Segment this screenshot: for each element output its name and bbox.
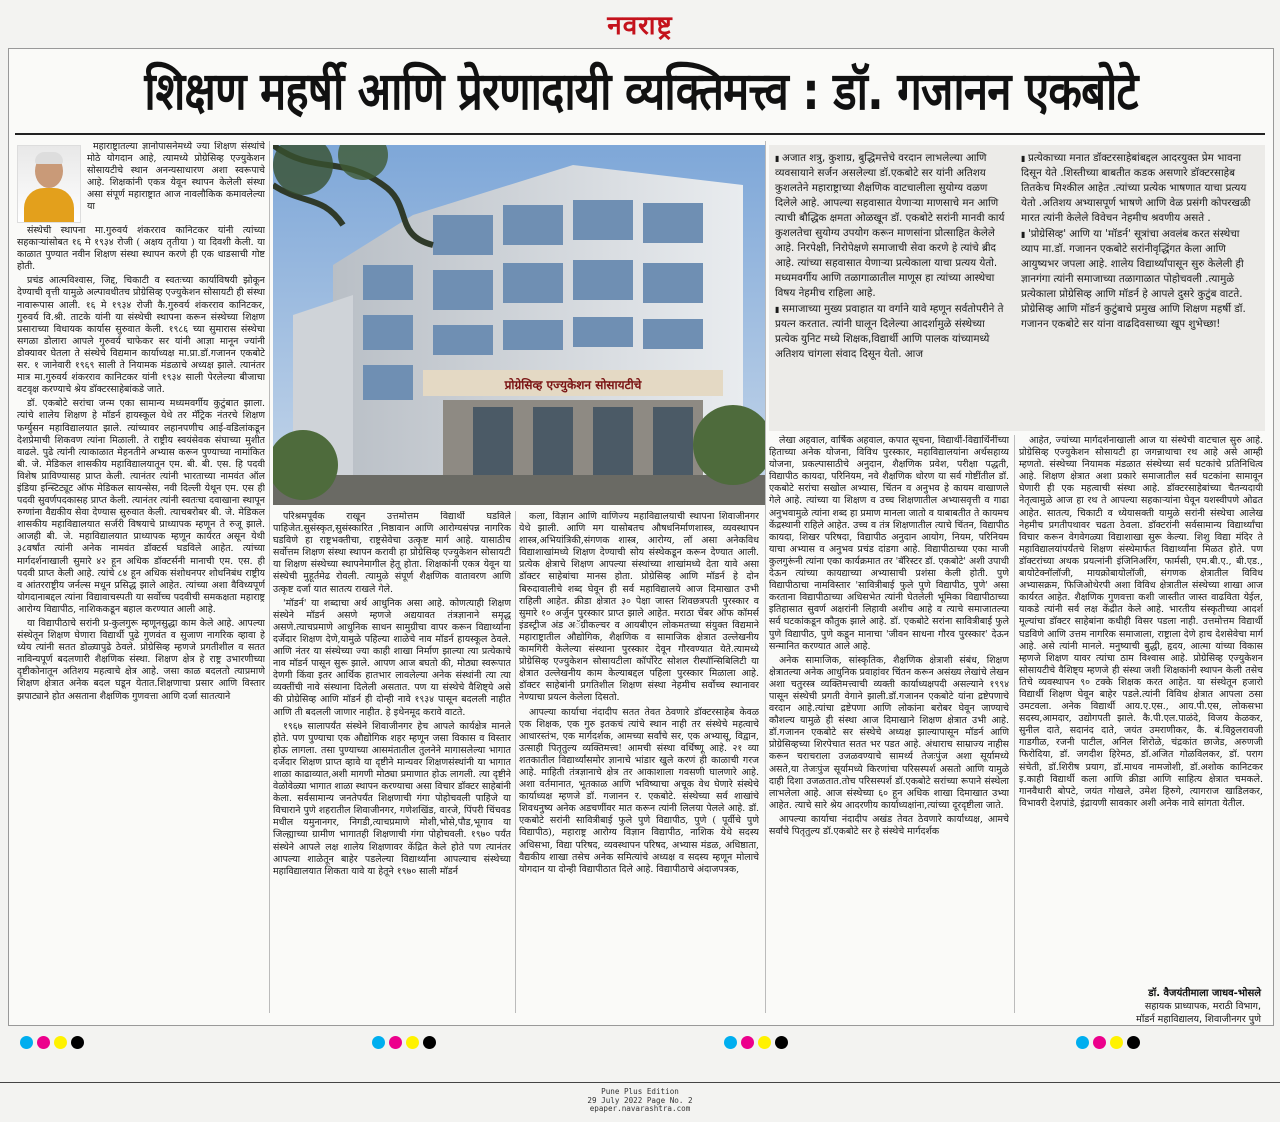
paragraph: महाराष्ट्रातल्या ज्ञानोपासनेमध्ये ज्या शिक्षण संस्थांचे मोठे योगदान आहे, त्यामध्ये प्रोग्रेसिव्ह एज्युकेशन सोसायटीचे स्थान अनन्यसाधारण अशा स्वरूपाचे आहे. शिक्षकांनी एकत्र येवून स्थापन केलेली संस्था असा संपूर्ण महाराष्ट्रात आज नावलौकिक कमावलेल्या या	[87, 141, 265, 213]
footer-edition: Pune Plus Edition	[601, 1087, 679, 1096]
highlight-column-2	[1021, 151, 1259, 425]
footer-date-page: 29 July 2022 Page No. 2	[587, 1095, 693, 1105]
paragraph: 'मॉडर्न' या शब्दाचा अर्थ आधुनिक असा आहे. कोणत्याही शिक्षण संस्थेने मॉडर्न असणे म्हणजे अद्ययावत तंत्रज्ञानाने समृद्ध असणे.त्याचप्रमाणे आधुनिक साधन सामुग्रीचा वापर करून विद्यार्थ्यांना दर्जेदार शिक्षण देणे,यामुळे पहिल्या शाळेचे नाव मॉडर्न हायस्कूल ठेवले. आणि नंतर या संस्थेच्या ज्या काही शाखा निर्माण झाल्या त्या प्रत्येकाचे नाव मॉडर्न पासून सुरू झाले. आपण आज बघतो की, मोठ्या स्वरूपात देणगी किंवा इतर आर्थिक हातभार लावलेल्या अनेक संस्थांनी त्या त्या व्यक्तींची नावे संस्थाना दिलेली असतात. पण या संस्थेचे वैशिष्ट्ये असे की प्रोग्रेसिव्ह आणि मॉडर्न ही दोन्ही नावे १९३४ पासून बदलली नाहीत आणि ती बदलली जाणार नाहीत. हे इथेनमूद करावे वाटते.	[273, 597, 511, 718]
column-divider	[269, 141, 270, 1013]
registration-marks	[724, 1036, 788, 1050]
highlight-paragraph: ▮ 'प्रोग्रेसिव्ह' आणि या 'मॉडर्न' सूत्रांचा अवलंब करत संस्थेचा व्याप मा.डॉ. गजानन एकबोटे सरांनीवृद्धिंगत केला आणि आयुष्यभर जपला आहे. शालेय विद्यार्थ्यांपासून सुरु केलेली ही ज्ञानगंगा त्यांनी समाजाच्या तळागाळात पोहोचवली .त्यामुळे प्रत्येकाला प्रोग्रेसिव्ह आणि मॉडर्न हे आपले दुसरे कुटुंब वाटते. प्रोग्रेसिव्ह आणि मॉडर्न कुटुंबाचे प्रमुख आणि शिक्षण महर्षी डॉ. गजानन एकबोटे सर यांना वाढदिवसाच्या खूप शुभेच्छा!	[1021, 227, 1259, 332]
column-divider	[1014, 435, 1015, 1013]
column-divider	[515, 511, 516, 1013]
newspaper-page	[8, 48, 1274, 1026]
column-divider	[765, 141, 766, 1013]
headline: शिक्षण महर्षी आणि प्रेरणादायी व्यक्तिमत्त्व : डॉ. गजानन एकबोटे	[144, 62, 1138, 122]
footer	[0, 1088, 1280, 1114]
paragraph: १९६७ सालापर्यंत संस्थेने शिवाजीनगर हेच आपले कार्यक्षेत्र मानले होते. पण पुण्याचा एक औद्योगिक शहर म्हणून जसा विकास व विस्तार होऊ लागला. तसा पुण्याच्या आसमंतातील तुलनेने मागासलेल्या भागात दर्जेदार शिक्षण प्राप्त व्हावे या दृष्टीने मान्यवर शिक्षणसंस्थांनी या भागात शाळा काढाव्यात,अशी मागणी मोठ्या प्रमाणात होऊ लागली. त्या दृष्टीने वेळोवेळ्या भागात शाळा स्थापन करण्याचा असा विचार डॉक्टर साहेबांनी केला. सर्वसामान्य जनतेपर्यंत शिक्षणाची गंगा पोहोचवली पाहिजे या विचाराने पुणे शहरातील शिवाजीनगर, गणेशखिंड, वारजे, पिंपरी चिंचवड मधील यमुनानगर, निगडी,त्याचप्रमाणे मोशी,भोसे,पौड,भूगाव या जिल्ह्याच्या ग्रामीण भागातही शिक्षणाची गंगा पोहोचवली. १९७० पर्यंत संस्थेने आपले लक्ष शालेय शिक्षणावर केंद्रित केले होते पण त्यानंतर आपल्या शाळेतून बाहेर पडलेल्या विद्यार्थ्यांना आपल्याच संस्थेच्या महाविद्यालयात शिकता यावे या हेतूने १९७० साली मॉडर्न	[273, 720, 511, 877]
highlight-box	[769, 145, 1265, 431]
building-illustration	[273, 145, 765, 505]
building-photo	[273, 145, 765, 505]
author-institution: मॉडर्न महाविद्यालय, शिवाजीनगर पुणे	[1136, 1014, 1261, 1025]
highlight-paragraph: ▮ प्रत्येकाच्या मनात डॉक्टरसाहेबांबद्दल आदरयुक्त प्रेम भावना दिसून येते .शिस्तीच्या बाबतीत कडक असणारे डॉक्टरसाहेब तितकेच मिश्कील आहेत .त्यांच्या प्रत्येक भाषणात याचा प्रत्यय येतो .अतिशय अभ्यासपूर्ण भाषणे आणि वेळ प्रसंगी कोपरखळी मारत त्यांनी केलेले विवेचन नेहमीच श्रवणीय असते .	[1021, 151, 1259, 226]
paragraph: प्रचंड आत्मविश्वास, जिद्द, चिकाटी व स्वतःच्या कार्याविषयी झोकून देण्याची वृत्ती यामुळे अल्पावधीतच प्रोग्रेसिव्ह एज्युकेशन सोसायटी ही संस्था नावारूपास आली. १६ मे १९३४ रोजी कै.गुरुवर्य शंकरराव कानिटकर, गुरुवर्य वि.श्री. ताटके यांनी या संस्थेची स्थापना करून संस्थेच्या शिक्षण प्रसाराच्या विधायक कार्यास सुरुवात केली. १९८६ च्या सुमारास संस्थेचा सगळा डोलारा आपले गुरुवर्य चाफेकर सर यांनी आज्ञा मानून ज्यांनी डोक्यावर घेतला ते संस्थेचे विद्यमान कार्याध्यक्ष मा.प्रा.डॉ.गजानन एकबोटे सर. १ जानेवारी १९६९ साली ते नियामक मंडळाचे अध्यक्ष झाले. त्यानंतर मात्र मा.गुरुवर्य शंकरराव कानिटकर यांनी १९३४ साली पेरलेल्या बीजाचा वटवृक्ष करण्याचे श्रेय डॉक्टरसाहेबांकडे जाते.	[17, 275, 265, 396]
paragraph: आपल्या कार्याचा नंदादीप अखंड तेवत ठेवणारे कार्याध्यक्ष, आमचे सर्वांचे पितृतुल्य डॉ.एकबोटे सर हे संस्थेचे मार्गदर्शक	[769, 813, 1009, 837]
footer-site-link[interactable]: epaper.navarashtra.com	[589, 1104, 691, 1114]
paragraph: संस्थेची स्थापना मा.गुरुवर्य शंकरराव कानिटकर यांनी त्यांच्या सहकाऱ्यांसोबत १६ मे १९३४ रोजी ( अक्षय तृतीया ) या दिवशी केली. या काळात पुण्यात नवीन शिक्षण संस्था स्थापन करणे ही एक धाडसाची गोष्ट होती.	[17, 225, 265, 273]
registration-marks	[1076, 1036, 1140, 1050]
highlight-paragraph: ▮ समाजाच्या मुख्य प्रवाहात या वर्गाने यावे म्हणून सर्वतोपरीने ते प्रयत्न करतात. त्यांनी घालून दिलेल्या आदर्शामुळे संस्थेच्या प्रत्येक युनिट मध्ये शिक्षक,विद्यार्थी आणि पालक यांच्यामध्ये अतिशय चांगला संवाद दिसून येतो. आज	[775, 302, 1009, 362]
registration-marks	[20, 1036, 84, 1050]
column-1-intro	[87, 141, 265, 225]
paragraph: अनेक सामाजिक, सांस्कृतिक, शैक्षणिक क्षेत्राशी संबंध, शिक्षण क्षेत्रातल्या अनेक आधुनिक प्रवाहांवर चिंतन करून असंख्य लेखांचे लेखन अशा चतुरस्त्र व्यक्तिमत्त्वाची व्यक्ती कार्याध्यक्षपदी असल्याने १९९४ पासून संस्थेची प्रगती वेगाने झाली.डॉ.गजानन एकबोटे यांना द्रष्टेपणाचे वरदान आहे.त्यांचा द्रष्टेपणा आणि लोकांना बरोबर घेवून जाण्याचे कौशल्य यामुळे ही संस्था आज दिमाखाने शिक्षण क्षेत्रात उभी आहे. डॉ.गजानन एकबोटे सर संस्थेचे अध्यक्ष झाल्यापासून मॉडर्न आणि प्रोग्रेसिव्हच्या शिरपेचात सतत भर पडत आहे. अंधाराच साम्राज्य नाहीस करून चराचराला उजळवण्याचे सामर्थ्य तेजःपुंज अशा सूर्यामध्ये असते,या तेजःपुंज सूर्यामध्ये किरणांचा परिसस्पर्श असतो आणि यामुळे दाही दिशा उजळतात.तोच परिसस्पर्श डॉ.एकबोटे सरांच्या रूपाने संस्थेला लाभलेला आहे. आज संस्थेच्या ६० हून अधिक शाखा दिमाखात उभ्या आहेत. त्याचे सारे श्रेय आदरणीय कार्याध्यक्षांना,त्यांच्या दूरदृष्टीला जाते.	[769, 654, 1009, 811]
paragraph: लेखा अहवाल, वार्षिक अहवाल, कपात सूचना, विद्यार्थी-विद्यार्थिनींच्या हिताच्या अनेक योजना, विविध पुरस्कार, महाविद्यालयांना अर्थसहाय्य योजना, प्रकल्पासाठीचे अनुदान, शैक्षणिक प्रवेश, परीक्षा पद्धती, विद्यापीठ कायदा, परिनियम, नवे शैक्षणिक धोरण या सर्व गोष्टींतील डॉ. एकबोटे सरांचा सखोल अभ्यास, चिंतन व अनुभव हे कायम वाखाणले गेले आहे. त्यांच्या या शिक्षण व उच्च शिक्षणातील अभ्यासवृत्ती व गाढा अनुभवामुळे त्यांना शब्द हा प्रमाण मानला जातो व याबाबतीत ते कायमच केंद्रस्थानी राहिले आहेत. उच्च व तंत्र शिक्षणातील त्याचे चिंतन, विद्यापीठ कायदा, शिखर परिषदा, विद्यापीठ अनुदान आयोग, नियम, परिनियम याचा अभ्यास व अनुभव प्रचंड दांडगा आहे. विद्यापीठाच्या एका माजी कुलगुरूंनी त्यांना एका कार्यक्रमात तर 'बॅरिस्टर डॉ. एकबोटे' अशी उपाधी देऊन त्यांच्या कायद्याच्या अभ्यासाची प्रशंसा केली होती. पुणे विद्यापीठाचा नामविस्तार 'सावित्रीबाई फुले पुणे विद्यापीठ, पुणे' असा करताना विद्यापीठाच्या अधिसभेत त्यांनी घेतलेली भूमिका विद्यापीठाच्या इतिहासात सुवर्ण अक्षरांनी लिहावी अशीच आहे व त्याचे समाजातल्या सर्व घटकांकडून कौतुक झाले आहे. डॉ. एकबोटे सरांना सावित्रीबाई फुले पुणे विद्यापीठ, पुणे कडून मानाचा 'जीवन साधना गौरव पुरस्कार' देऊन सन्मानित करण्यात आले आहे.	[769, 435, 1009, 652]
column-5	[1019, 435, 1263, 983]
author-photo	[17, 145, 81, 223]
masthead	[0, 0, 1280, 44]
author-designation: सहायक प्राध्यापक, मराठी विभाग,	[1144, 1001, 1261, 1012]
paragraph: परिश्रमपूर्वक राखून उत्तमोत्तम विद्यार्थी घडविले पाहिजेत.सुसंस्कृत,सुसंस्कारित ,निष्ठावान आणि आरोग्यसंपन्न नागरिक घडविणे हा राष्ट्रभक्तीचा, राष्ट्रसेवेचा उत्कृष्ट मार्ग आहे. यासाठीच सर्वोत्तम शिक्षण संस्था स्थापन करावी हा प्रोग्रेसिव्ह एज्युकेशन सोसायटी या शिक्षण संस्थेच्या स्थापनेमागील हेतू होता. शिक्षकांनी एकत्र येवून या संस्थेची मुहूर्तमेढ रोवली. त्यामुळे संपूर्ण शैक्षणिक वातावरण आणि उत्कृष्ट दर्जा यात सातत्य राखले गेले.	[273, 511, 511, 595]
photo-signboard: प्रोग्रेसिव्ह एज्युकेशन सोसायटीचे	[504, 378, 642, 392]
column-4	[769, 435, 1009, 1015]
paragraph: आपल्या कार्याचा नंदादीप सतत तेवत ठेवणारे डॉक्टरसाहेब केवळ एक शिक्षक, एक गुरु इतकचं त्यांचे स्थान नाही तर संस्थेचे महत्वाचे आधारस्तंभ, एक मार्गदर्शक, आमच्या सर्वांचे सर, एक अभ्यासू, विद्वान, उत्साही पितृतुल्य व्यक्तिमत्त्व! आमची संस्था वर्धिष्णू आहे. २१ व्या शतकातील विद्यार्थ्यांसमोर ज्ञानाचे भांडार खुले करणं ही काळाची गरज आहे. माहिती तंत्रज्ञानाचे क्षेत्र तर आकाशाला गवसणी घालणारे आहे. अशा वर्तमानात, भूतकाळ आणि भविष्याचा अचूक वेध घेणारे संस्थेचे कार्याध्यक्ष म्हणजे डॉ. गजानन र. एकबोटे. संस्थेच्या सर्व शाखांचे शिवधनुष्य अनेक अडचणींवर मात करून त्यांनी लिलया पेलले आहे. डॉ. एकबोटे सरांनी सावित्रीबाई फुले पुणे विद्यापीठ, पुणे ( पूर्वीचे पुणे विद्यापीठ), महाराष्ट्र आरोग्य विज्ञान विद्यापीठ, नाशिक येथे सदस्य अधिसभा, विद्या परिषद, व्यवस्थापन परिषद, अभ्यास मंडळ, अधिष्ठाता, वैद्यकीय शाखा तसेच अनेक समित्यांचे अध्यक्ष व सदस्य म्हणून मोलाचे योगदान या दोन्ही विद्यापीठात दिले आहे. विद्यापीठाचे अंदाजपत्रक,	[519, 706, 759, 875]
column-3	[519, 511, 759, 1015]
paragraph: आहेत, ज्यांच्या मार्गदर्शनाखाली आज या संस्थेची वाटचाल सुरु आहे. प्रोग्रेसिव्ह एज्युकेशन सोसायटी हा जगन्नाथाचा रथ आहे असे आम्ही म्हणतो. संस्थेच्या नियामक मंडळात संस्थेच्या सर्व घटकांचे प्रतिनिधित्व आहे. शिक्षण क्षेत्रात अशा प्रकारे समाजातील सर्व घटकांना सामावून घेणारी ही एक महत्वाची संस्था आहे. डॉक्टरसाहेबांच्या चैतन्यदायी नेतृत्वामुळे आज हा रथ ते आपल्या सहकाऱ्यांना घेवून यशस्वीपणे ओढत आहेत. सातत्य, चिकाटी व ध्येयासक्ती यामुळे सरांनी संस्थेचा आलेख नेहमीच प्रगतीपथावर चढता ठेवला. डॉक्टरांनी सर्वसामान्य विद्यार्थ्यांचा विचार करून वेगवेगळ्या विद्याशाखा सुरू केल्या. शिशु विद्या मंदिर ते महाविद्यालयांपर्यंतचे शिक्षण संस्थेमार्फत विद्यार्थ्यांना मिळत होते. पण डॉक्टरांच्या अथक प्रयत्नांनी इंजिनिअरिंग, फार्मसी, एम.बी.ए., बी.एड., बायोटेक्नॉलॉजी, मायक्रोबायोलॉजी, संगणक क्षेत्रातील विविध अभ्यासक्रम, फिजिओथेरपी अशा विविध क्षेत्रातील संस्थेच्या शाखा आज कार्यरत आहेत. शैक्षणिक गुणवत्ता कशी जास्तीत जास्त वाढविता येईल, याकडे त्यांनी सर्व लक्ष केंद्रीत केले आहे. भारतीय संस्कृतीच्या आदर्श मूल्यांचा डॉक्टर साहेबांना कधीही विसर पडला नाही. उत्तमोत्तम विद्यार्थी घडविणे आणि उत्तम नागरिक समाजाला, राष्ट्राला देणे हाच देशसेवेचा मार्ग आहे. असे त्यांनी मानले. मनुष्याची बुद्धी, हृदय, आत्मा यांच्या विकास म्हणजे शिक्षण यावर त्यांचा ठाम विश्वास आहे. प्रोग्रेसिव्ह एज्युकेशन सोसायटीचे वैशिष्ट्य म्हणजे ही संस्था जशी शिक्षकांनी स्थापन केली तसेच तिचे व्यवस्थापन ९० टक्के शिक्षक करत आहेत. या संस्थेतून हजारो विद्यार्थी शिक्षण घेवून बाहेर पडले.त्यांनी विविध क्षेत्रात आपला ठसा उमटवला. अनेक विद्यार्थी आय.ए.एस., आय.पी.एस, लोकसभा सदस्य,आमदार, उद्योगपती झाले. कै.पी.एल.पाळंदे, विजय केळकर, सुनील दाते, सदानंद दाते, जयंत उमराणीकर, कै. बं.विठ्ठलरावजी गाडगीळ, रजनी पाटील, अनिल शिरोळे, चंद्रकांत छाजेड, अरुणजी फिरोदिया, डॉ. जगदीश हिरेमठ, डॉ.अजित गोळविलकर, डॉ. पराग संचेती, डॉ.शिरीष प्रयाग, डॉ.माधव नामजोशी, डॉ.अशोक कानिटकर इ.काही विद्यार्थी कला आणि क्रीडा आणि साहित्य क्षेत्रात चमकले. गानवैधारी बोपटे, जयंत गोखले, उमेश हिरुगे, त्यागराज खाडिलकर, विभावरी देशपांडे, इंद्रायणी सावकार अशी अनेक नावे सांगता येतील.	[1019, 435, 1263, 809]
paragraph: या विद्यापीठाचे सरांनी प्र-कुलगुरू म्हणूनसुद्धा काम केले आहे. आपल्या संस्थेतून शिक्षण घेणारा विद्यार्थी पुढे गुणवंत व सुजाण नागरिक व्हावा हे ध्येय त्यांनी सतत डोळ्यापुढे ठेवले. प्रोग्रेसिव्ह म्हणजे प्रगतीशील व सतत नाविन्यपूर्ण बदलणारी शैक्षणिक संस्था. शिक्षण क्षेत्र हे राष्ट्र उभारणीच्या दृष्टीकोनातून अतिशय महत्वाचे क्षेत्र आहे. जसा काळ बदलतो त्याप्रमाणे शिक्षण क्षेत्रात अनेक बदल घडून येतात.शिक्षणाचा प्रसार आणि विस्तार झपाट्याने होत असताना शैक्षणिक गुणवत्ता आणि दर्जा सातत्याने	[17, 618, 265, 702]
author-signature	[1019, 987, 1261, 1026]
paragraph: डॉ. एकबोटे सरांचा जन्म एका सामान्य मध्यमवर्गीय कुटुंबात झाला. त्यांचे शालेय शिक्षण हे मॉडर्न हायस्कूल येथे तर मॅट्रिक नंतरचे शिक्षण फर्ग्युसन महाविद्यालयात झाले. त्यांच्यावर लहानपणीच आई-वडिलांकडून देशप्रेमाची शिकवण त्यांना मिळाली. ते राष्ट्रीय स्वयंसेवक संघाच्या मुशीत वाढले. पुढे त्यांनी त्याकाळात मेहनतीने अभ्यास करून पुण्याच्या नामांकित बी. जे. मेडिकल शासकीय महाविद्यालयातून एम. बी. बी. एस. हि पदवी विशेष प्राविण्यासह प्राप्त केली. त्यानंतर त्यांनी भारताच्या नामवंत ऑल इंडिया इन्स्टिट्यूट ऑफ मेडिकल सायन्सेस, नवी दिल्ली येथून एम. एस ही पदवी सुवर्णपदकासह प्राप्त केली. त्यानंतर त्यांनी स्वतःचा दवाखाना स्थापून रुग्णांना वैद्यकीय सेवा देण्यास सुरुवात केली. त्याचबरोबर बी. जे. मेडिकल शासकीय महाविद्यालयात सर्जरी विषयाचे प्राध्यापक म्हणून ते रुजू झाले. आजही बी. जे. महाविद्यालयात प्राध्यापक म्हणून कार्यरत असून येथी ३८वर्षांत त्यांनी अनेक नामवंत डॉक्टर्स घडविले आहेत. त्यांच्या मार्गदर्शनाखाली सुमारे ४२ हून अधिक डॉक्टर्सनी मानाची एम. एस. ही पदवी प्राप्त केली आहे. त्यांचे ८४ हून अधिक संशोधनपर शोधनिबंध राष्ट्रीय व आंतरराष्ट्रीय जर्नल्स मधून प्रसिद्ध झाले आहेत. त्यांच्या अशा वैविध्यपूर्ण योगदानाबद्दल त्यांना विद्यावाचस्पती या सर्वोच्च पदवीची समकक्षता महाराष्ट्र आरोग्य विद्यापीठ, नाशिककडून बहाल करण्यात आली आहे.	[17, 398, 265, 615]
highlight-paragraph: ▮ अजात शत्रु, कुशाग्र, बुद्धिमत्तेचे वरदान लाभलेल्या आणि व्यवसायाने सर्जन असलेल्या डॉ.एकबोटे सर यांनी अतिशय कुशलतेने महाराष्ट्राच्या शैक्षणिक वाटचालीला सुयोग्य वळण दिलेले आहे. आपल्या सहवासात येणाऱ्या माणसाचे मन आणि त्याची बौद्धिक क्षमता ओळखून डॉ. एकबोटे सरांनी मानवी कार्य कुशलतेचा सुयोग्य उपयोग करून माणसांना प्रोत्साहित केलेले आहे. निरपेक्षी, निरोपेक्षणे समाजाची सेवा करणे हे त्यांचे ब्रीद आहे. त्यांच्या सहवासात येणाऱ्या प्रत्येकाला याचा प्रत्यय येतो. मध्यमवर्गीय आणि तळागाळातील माणूस हा त्यांच्या आस्थेचा विषय नेहमीच राहिला आहे.	[775, 151, 1009, 301]
author-name: डॉ. वैजयंतीमाला जाधव-भोसले	[1148, 988, 1261, 999]
paragraph: कला, विज्ञान आणि वाणिज्य महाविद्यालयाची स्थापना शिवाजीनगर येथे झाली. आणि मग यासोबतच औषधनिर्माणशास्त्र, व्यवस्थापन शास्त्र,अभियांत्रिकी,संगणक शास्त्र, आरोग्य, लॉ असा अनेकविध विद्याशाखांमध्ये शिक्षण देण्याची सोय संस्थेकडून करून देण्यात आली. प्रत्येक क्षेत्राचे शिक्षण आपल्या संस्थांच्या शाखांमध्ये देता यावे असा डॉक्टर साहेबांचा मानस होता. प्रोग्रेसिव्ह आणि मॉडर्न हे दोन बिरुदावालीचे शब्द घेवून ही सर्व महाविद्यालये आज दिमाखात उभी राहिली आहेत. क्रीडा क्षेत्रात ३० पेक्षा जास्त शिवछत्रपती पुरस्कार व सुमारे १० अर्जुन पुरस्कार प्राप्त झाले आहेत. मराठा चेंबर ऑफ कॉमर्स इंडस्ट्रीज अंड अॅग्रीकल्चर व आयबीएन लोकमतच्या संयुक्त विद्यमाने महाराष्ट्रातील औद्योगिक, शैक्षणिक व सामाजिक क्षेत्रात उल्लेखनीय कामगिरी केलेल्या संस्थाना पुरस्कार देवून गौरवण्यात येते.त्यामध्ये प्रोग्रेसिव्ह एज्युकेशन सोसायटीला कॉर्पोरेट सोशल रीस्पॉन्सिबिलिटी या क्षेत्रात उल्लेखनीय काम केल्याबद्दल पहिला पुरस्कार मिळाला आहे. डॉक्टर साहेबांनी प्रगतिशील शिक्षण संस्था नेहमीच सर्वोच्च स्थानावर नेण्याचा प्रयत्न केलेला दिसतो.	[519, 511, 759, 704]
highlight-column-1	[775, 151, 1009, 425]
newspaper-logo: नवराष्ट्र	[607, 11, 673, 41]
column-2	[273, 511, 511, 1015]
footer-rule	[0, 1082, 1280, 1083]
headline-rule	[15, 133, 1265, 135]
registration-marks	[372, 1036, 436, 1050]
column-1	[17, 225, 265, 1015]
